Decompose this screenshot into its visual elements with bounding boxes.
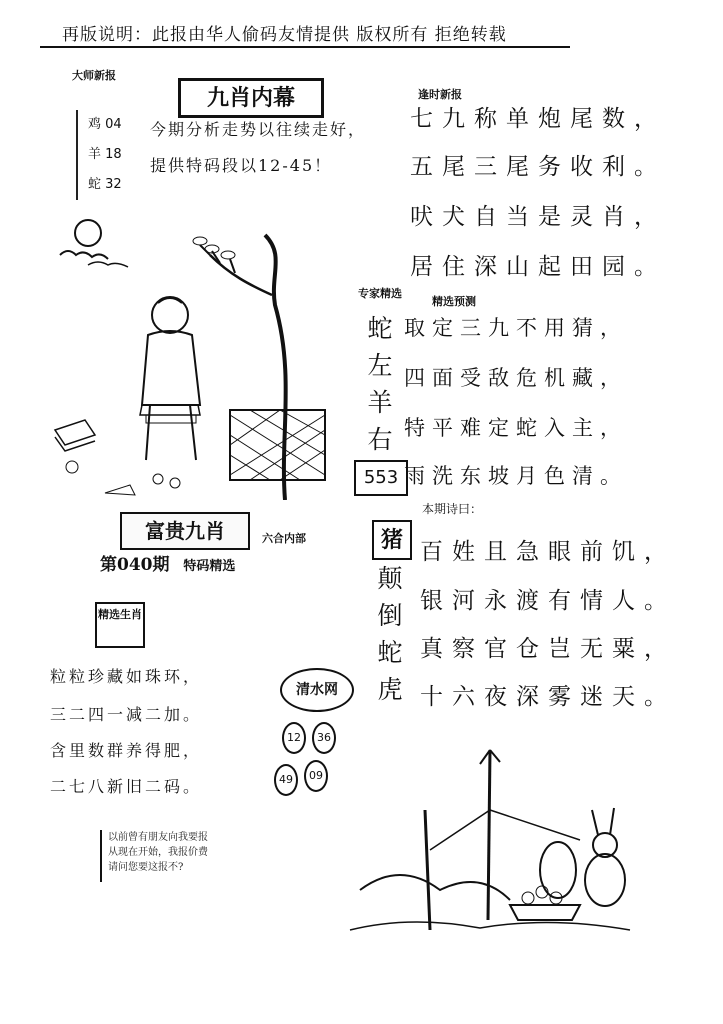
right-poem-label: 逢时新报 bbox=[418, 88, 462, 101]
boy-under-tree-illustration bbox=[50, 215, 350, 500]
analysis-title: 九肖内幕 bbox=[178, 78, 324, 118]
header-divider bbox=[40, 46, 570, 48]
poem-line: 五尾三尾务收利。 bbox=[410, 154, 666, 180]
vertical-char: 蛇 bbox=[367, 314, 393, 343]
poem-label: 本期诗曰： bbox=[422, 502, 483, 516]
issue-extra: 特码精选 bbox=[183, 559, 236, 574]
code-item: 蛇 32 bbox=[88, 177, 122, 192]
middle-label: 精选预测 bbox=[432, 295, 476, 308]
number-oval: 12 bbox=[282, 722, 306, 754]
poem-line: 特平难定蛇入主， bbox=[404, 416, 628, 440]
handwritten-note bbox=[100, 830, 276, 882]
number-oval: 36 bbox=[312, 722, 336, 754]
stamp-circle: 清水网 bbox=[280, 668, 354, 712]
poem-line: 真察官仓岂无粟， bbox=[420, 636, 676, 662]
issue-number: 第040期 bbox=[100, 555, 170, 575]
analysis-text: 今期分析走势以往续走好，提供特码段以12-45！ bbox=[150, 120, 367, 175]
poem-line: 银河永渡有情人。 bbox=[420, 588, 676, 614]
boxed-zodiac: 猪 bbox=[372, 520, 412, 560]
left-poem-line: 二七八新旧二码。 bbox=[50, 777, 203, 796]
code-item: 羊 18 bbox=[88, 147, 122, 162]
poem-line: 百姓且急眼前饥， bbox=[420, 539, 676, 565]
issue-line bbox=[100, 550, 235, 575]
vertical-label: 专家精选 bbox=[358, 287, 402, 300]
left-poem-line: 含里数群养得肥， bbox=[50, 741, 203, 760]
code-item: 鸡 04 bbox=[88, 117, 122, 132]
poem-line: 七九称单炮尾数， bbox=[410, 106, 666, 132]
boxed-number: 553 bbox=[354, 460, 408, 496]
number-oval: 09 bbox=[304, 760, 328, 792]
poem-line: 居住深山起田园。 bbox=[410, 254, 666, 280]
stamp-title: 富贵九肖 bbox=[120, 512, 250, 550]
note-line: 以前曾有朋友向我要报 bbox=[108, 832, 208, 843]
zodiac-code-list bbox=[76, 110, 146, 200]
garden-rabbit-illustration bbox=[340, 740, 640, 940]
left-poem-line: 粒粒珍藏如珠环， bbox=[50, 667, 203, 686]
poem-line: 取定三九不用猜， bbox=[404, 316, 628, 340]
vertical-char: 左 bbox=[367, 351, 393, 380]
vertical-char: 羊 bbox=[367, 388, 393, 417]
poem-line: 十六夜深雾迷天。 bbox=[420, 684, 676, 710]
poem-line: 吠犬自当是灵肖， bbox=[410, 204, 666, 230]
left-poem-line: 三二四一减二加。 bbox=[50, 705, 203, 724]
poem-line: 四面受敌危机藏， bbox=[404, 366, 628, 390]
left-box-label: 精选生肖 bbox=[95, 602, 145, 648]
vertical-char: 右 bbox=[367, 425, 393, 454]
note-line: 请问您要这报不? bbox=[108, 862, 184, 873]
vertical-char: 虎 bbox=[377, 675, 403, 704]
number-oval: 49 bbox=[274, 764, 298, 796]
vertical-char: 颠 bbox=[377, 564, 403, 593]
poem-line: 雨洗东坡月色清。 bbox=[404, 464, 628, 488]
vertical-zodiac bbox=[360, 310, 400, 458]
vertical-char: 倒 bbox=[377, 601, 403, 630]
reprint-notice: 再版说明：此报由华人偷码友情提供 版权所有 拒绝转载 bbox=[62, 25, 507, 45]
stamp-side-text: 六合内部 bbox=[262, 532, 306, 545]
vertical-char: 蛇 bbox=[377, 638, 403, 667]
note-line: 从现在开始，我报价费 bbox=[108, 847, 208, 858]
vertical-zodiac-lower bbox=[372, 560, 408, 708]
corner-stamp: 大师新报 bbox=[72, 69, 116, 82]
